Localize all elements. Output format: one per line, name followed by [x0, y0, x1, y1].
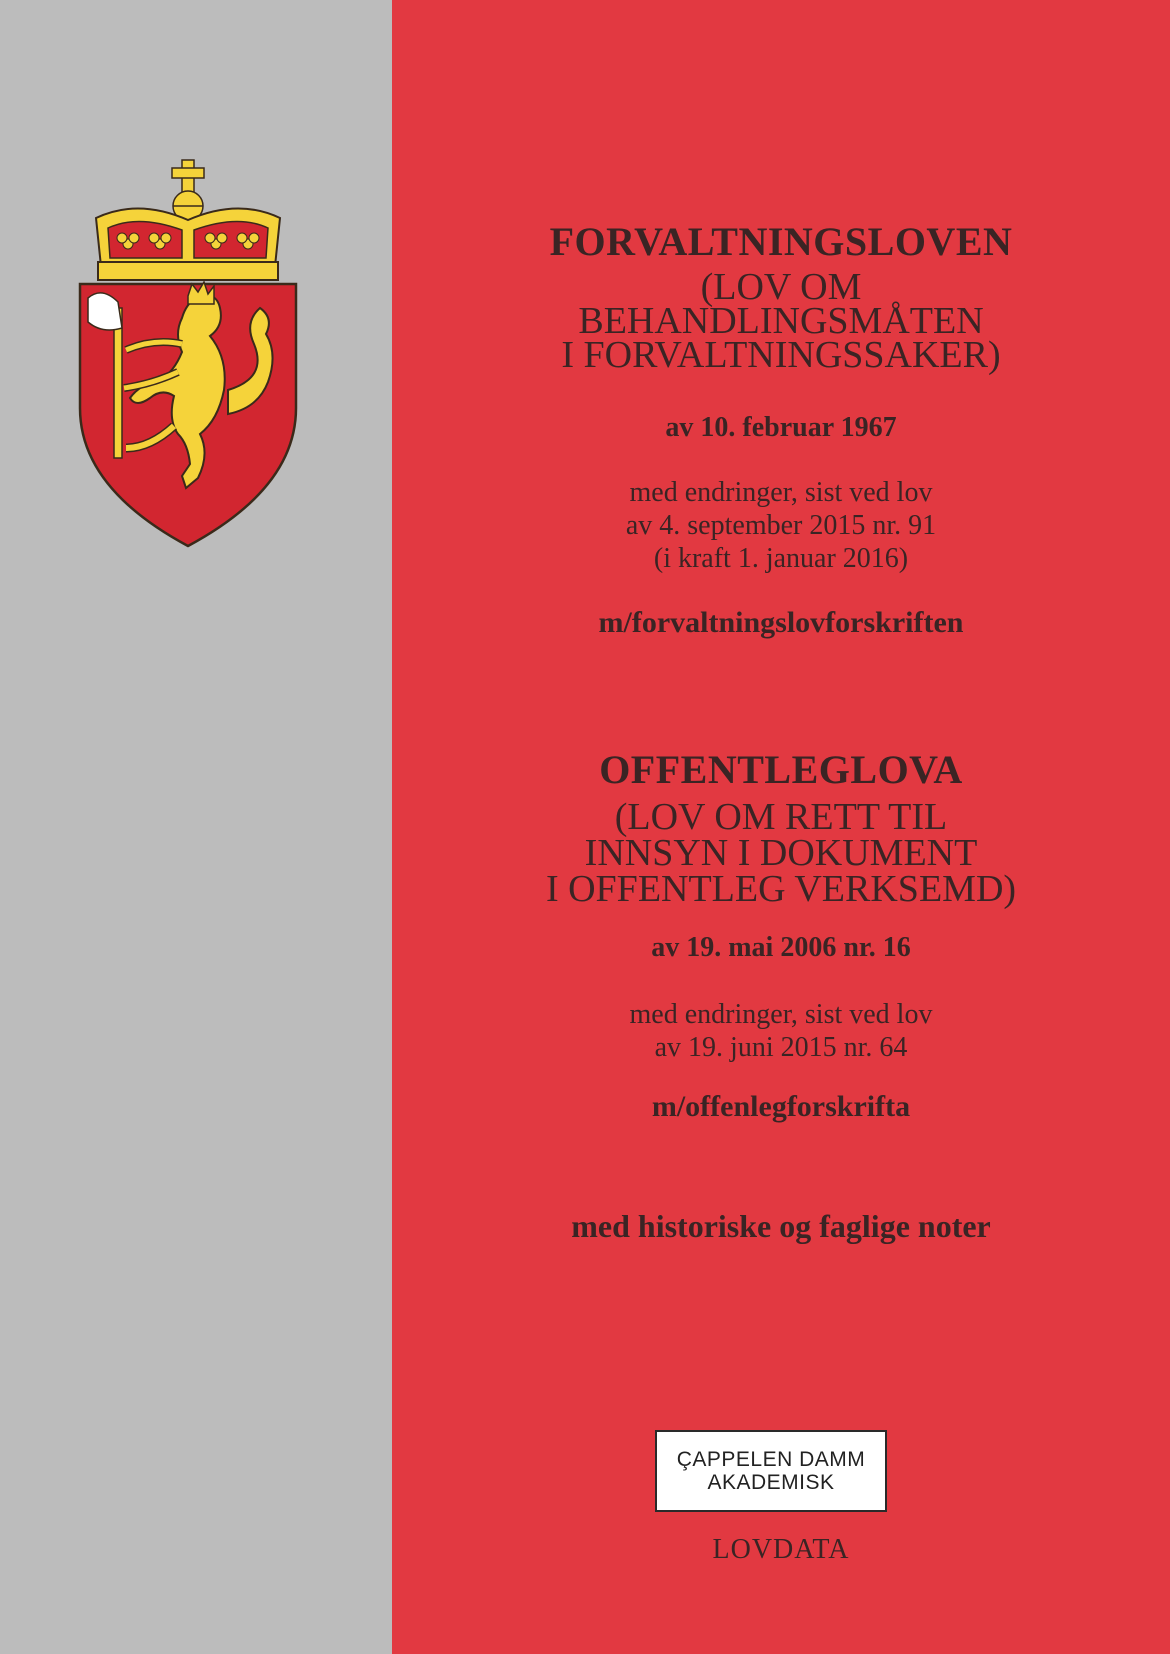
law1-amendment-line: med endringer, sist ved lov [629, 477, 933, 508]
notes-line: med historiske og faglige noter [571, 1208, 991, 1244]
lovdata-label: LOVDATA [712, 1534, 850, 1565]
coat-of-arms-icon [78, 158, 298, 548]
law2-regulation: m/offenlegforskrifta [651, 1090, 911, 1123]
law2-amendment-line: med endringer, sist ved lov [629, 999, 933, 1030]
law1-amendment-line: (i kraft 1. januar 2016) [653, 543, 909, 574]
law1-regulation: m/forvaltningslovforskriften [598, 606, 964, 639]
law2-date: av 19. mai 2006 nr. 16 [651, 932, 911, 963]
law2-full-name-line: (LOV OM RETT TIL [614, 796, 948, 838]
law2-full-name-line: I OFFENTLEG VERKSEMD) [545, 868, 1017, 910]
law1-date: av 10. februar 1967 [665, 412, 897, 443]
law1-full-name-line: (LOV OM [700, 266, 862, 308]
publisher-logo [655, 1430, 887, 1512]
publisher-name-line: ÇAPPELEN DAMM [676, 1448, 866, 1471]
law1-title: FORVALTNINGSLOVEN [549, 219, 1013, 264]
law2-amendment-line: av 19. juni 2015 nr. 64 [654, 1032, 908, 1063]
law1-full-name-line: I FORVALTNINGSSAKER) [561, 334, 1001, 376]
law1-amendment-line: av 4. september 2015 nr. 91 [625, 510, 937, 541]
law2-title: OFFENTLEGLOVA [599, 747, 963, 792]
law1-full-name-line: BEHANDLINGSMÅTEN [578, 300, 984, 342]
law2-full-name-line: INNSYN I DOKUMENT [584, 832, 978, 874]
publisher-name-line: AKADEMISK [707, 1471, 835, 1494]
